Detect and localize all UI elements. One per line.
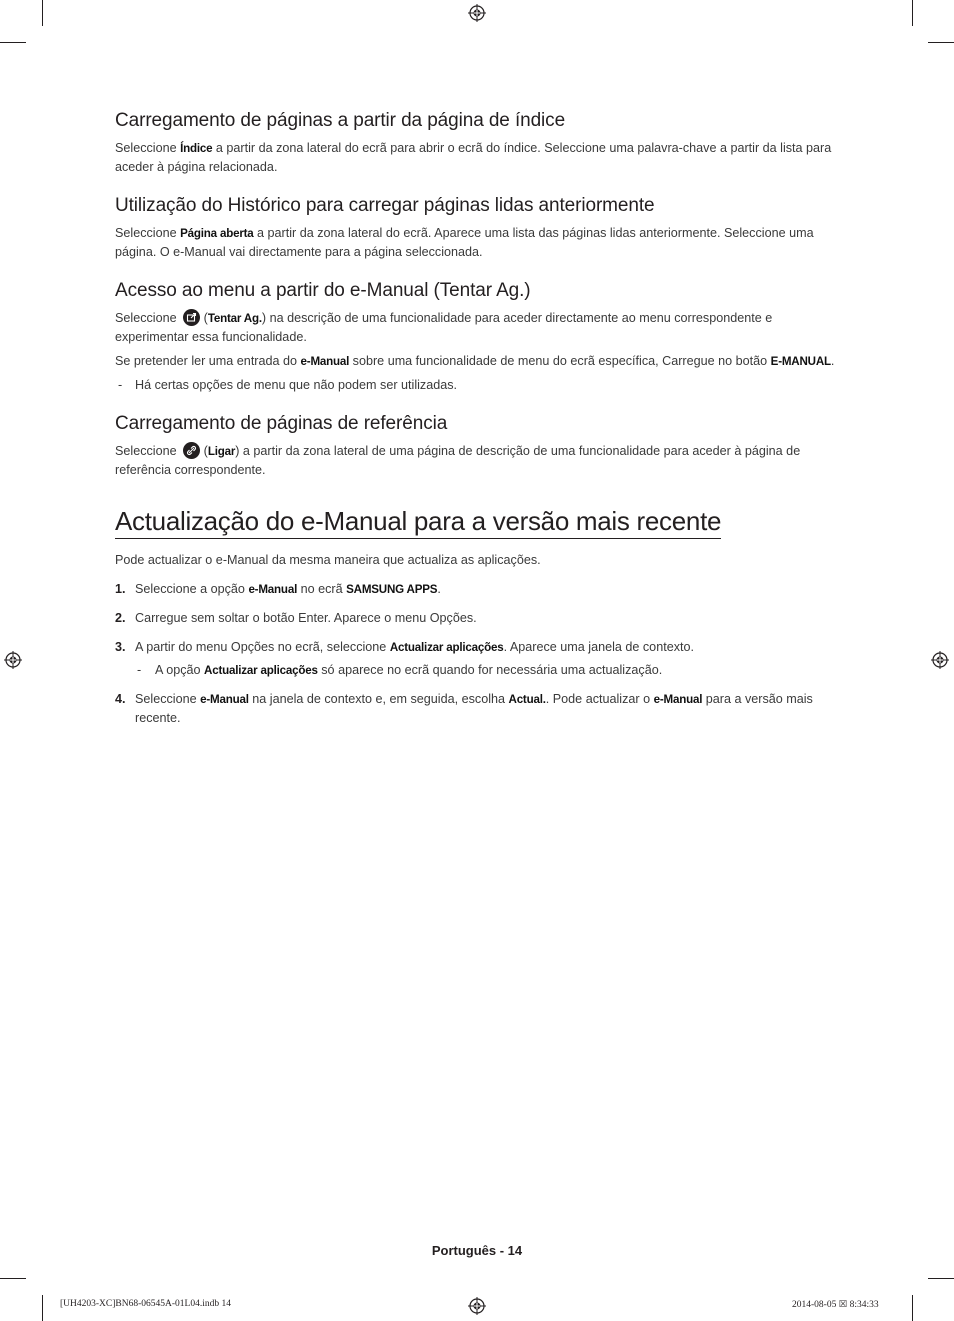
ui-term: Actual. — [508, 693, 546, 706]
note-dash: - — [118, 378, 123, 392]
text-run: Seleccione a opção — [135, 582, 249, 596]
ui-term: e-Manual — [248, 583, 298, 596]
section-reference-pages — [115, 413, 835, 480]
text-run: A partir do menu Opções no ecrã, seleccione — [135, 640, 390, 654]
step-number: 4. — [115, 692, 126, 706]
crop-mark — [42, 0, 43, 26]
crop-mark — [912, 1295, 913, 1321]
ui-term: Tentar Ag. — [207, 312, 262, 325]
list-item — [115, 638, 835, 680]
note-text: Há certas opções de menu que não podem ser utilizadas. — [135, 378, 458, 392]
ui-term: E-MANUAL — [770, 355, 831, 368]
text-run: Seleccione — [115, 226, 181, 240]
link-icon — [183, 442, 200, 459]
section-history — [115, 195, 835, 262]
page-content — [115, 110, 835, 738]
crop-mark — [0, 1278, 26, 1279]
text-run: a partir da zona lateral de uma página de descrição de uma funcionalidade para aceder à página de referência correspondente. — [115, 444, 801, 477]
text-run: . — [437, 582, 441, 596]
section-paragraph — [115, 139, 835, 177]
section-paragraph: Seleccione (Ligar) a partir da zona lateral de uma página de descrição de uma funcionalidade para aceder à página de referência correspondente. — [115, 444, 801, 477]
step-number: 2. — [115, 611, 126, 625]
text-run: Seleccione — [115, 444, 177, 458]
registration-mark-icon — [468, 1297, 486, 1315]
registration-mark-icon — [468, 4, 486, 22]
ui-term: Ligar — [207, 445, 236, 458]
list-item — [115, 609, 835, 628]
text-run: na janela de contexto e, em seguida, escolha — [248, 692, 509, 706]
step-text — [135, 690, 835, 728]
step-number: 3. — [115, 640, 126, 654]
text-run: a partir da zona lateral do ecrã para abrir o ecrã do índice. Seleccione uma palavra-chave a partir da lista para aceder à página relacionada. — [115, 141, 832, 174]
text-run: . — [830, 354, 835, 368]
text-run: na descrição de uma funcionalidade para aceder directamente ao menu correspondente e experimentar essa funcionalidade. — [115, 311, 773, 344]
text-run: sobre uma funcionalidade de menu do ecrã específica, Carregue no botão — [349, 354, 771, 368]
text-run: no ecrã — [297, 582, 347, 596]
section-paragraph: Seleccione (Tentar Ag.) na descrição de uma funcionalidade para aceder directamente ao menu correspondente e experimentar essa funcionalidade. — [115, 311, 773, 344]
print-slug-left: [UH4203-XC]BN68-06545A-01L04.indb 14 — [60, 1299, 231, 1309]
step-text — [135, 638, 835, 657]
ui-term: e-Manual — [653, 693, 703, 706]
registration-mark-icon — [931, 651, 949, 669]
text-run: só aparece no ecrã quando for necessária uma actualização. — [317, 663, 663, 677]
intro-paragraph: Pode actualizar o e-Manual da mesma maneira que actualiza as aplicações. — [115, 553, 541, 567]
text-run: Se pretender ler uma entrada do — [115, 354, 301, 368]
step-text — [135, 580, 835, 599]
text-run: . Aparece uma janela de contexto. — [503, 640, 694, 654]
ui-term: Actualizar aplicações — [204, 664, 318, 677]
list-item — [115, 690, 835, 728]
crop-mark — [928, 42, 954, 43]
section-index-pages — [115, 110, 835, 177]
section-paragraph — [115, 352, 835, 371]
step-number: 1. — [115, 582, 126, 596]
step-text — [135, 609, 835, 628]
list-item — [115, 580, 835, 599]
text-run: a partir da zona lateral do ecrã. Aparece uma lista das páginas lidas anteriormente. Seleccione uma página. O e-Manual vai directamente para a página seleccionada. — [115, 226, 814, 259]
try-now-icon — [183, 309, 200, 326]
text-run: . Pode actualizar o — [545, 692, 654, 706]
ui-term: Página aberta — [180, 227, 254, 240]
text-run: para a versão mais recente. — [135, 692, 813, 725]
section-paragraph — [115, 224, 835, 262]
ui-term: Actualizar aplicações — [389, 641, 504, 654]
section-heading: Carregamento de páginas a partir da página de índice — [115, 110, 566, 131]
page-title: Actualização do e-Manual para a versão mais recente — [115, 506, 721, 539]
step-note — [115, 661, 835, 680]
ui-term: Índice — [180, 142, 213, 155]
registration-mark-icon — [4, 651, 22, 669]
section-heading: Utilização do Histórico para carregar páginas lidas anteriormente — [115, 195, 655, 216]
note — [115, 376, 835, 395]
ui-term: SAMSUNG APPS — [346, 583, 438, 596]
text-run: Seleccione — [115, 311, 177, 325]
section-update-emanual — [115, 506, 835, 728]
text-run: Seleccione — [135, 692, 201, 706]
section-heading: Acesso ao menu a partir do e-Manual (Tentar Ag.) — [115, 280, 531, 301]
crop-mark — [928, 1278, 954, 1279]
ui-term: e-Manual — [200, 693, 249, 706]
print-slug-right: 2014-08-05 ☒ 8:34:33 — [792, 1300, 879, 1310]
steps-list — [115, 580, 835, 728]
crop-mark — [912, 0, 913, 26]
text-run: A opção — [155, 663, 205, 677]
section-heading: Carregamento de páginas de referência — [115, 413, 448, 434]
section-try-now — [115, 280, 835, 395]
crop-mark — [42, 1295, 43, 1321]
crop-mark — [0, 42, 26, 43]
page-number: Português - 14 — [431, 1243, 523, 1258]
text-run: Seleccione — [115, 141, 181, 155]
note-dash: - — [137, 663, 142, 677]
text-run: Carregue sem soltar o botão Enter. Aparece o menu Opções. — [135, 611, 477, 625]
ui-term: e-Manual — [300, 355, 350, 368]
